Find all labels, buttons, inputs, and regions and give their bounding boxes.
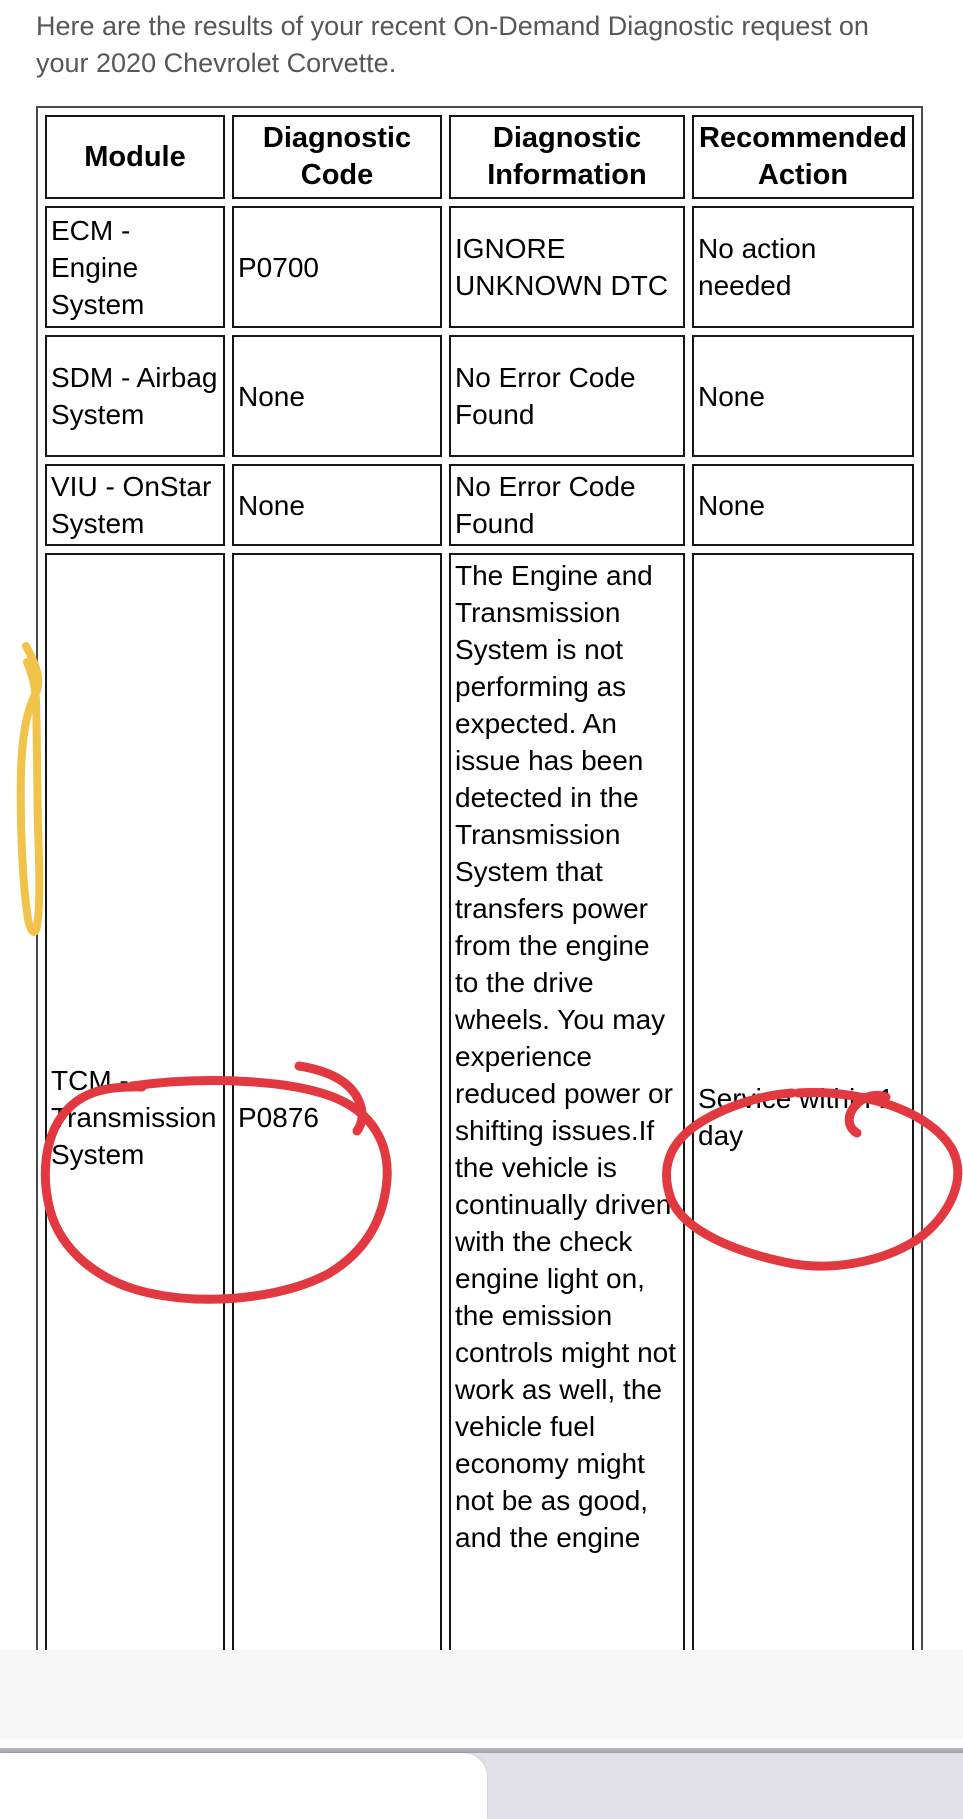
cell-info [449,553,685,1650]
diagnostic-table-container [36,96,946,1650]
cell-action: None [692,335,914,457]
dtc-description: The Engine and Transmission System is not performing as expected. An issue has been detected in the Transmission System that transfers power from the engine to the drive wheels. You may experience reduced power or shifting issues.If the vehicle is continually driven with the check engine light on, the emission controls might not work as well, the vehicle fuel economy might not be as good, and the engine [455,560,676,1553]
cell-info: No Error Code Found [449,464,685,546]
col-header-recommended-action: Recommended Action [692,115,914,199]
intro-text: Here are the results of your recent On-Demand Diagnostic request on your 2020 Chevrolet Corvette. [36,11,869,78]
col-header-diagnostic-code: Diagnostic Code [232,115,442,199]
diagnostic-table [36,106,923,1650]
content-bottom-band [0,1650,963,1748]
cell-module: SDM - Airbag System [45,335,225,457]
table-row-ecm [45,206,914,328]
col-header-module: Module [45,115,225,199]
cell-action: Service within 1 day [692,553,914,1650]
col-header-diagnostic-information: Diagnostic Information [449,115,685,199]
cell-code: None [232,464,442,546]
cell-code: None [232,335,442,457]
cell-action: None [692,464,914,546]
table-row-sdm [45,335,914,457]
cell-module: ECM - Engine System [45,206,225,328]
table-row-viu [45,464,914,546]
bottom-panel [0,1753,963,1819]
cell-code: P0700 [232,206,442,328]
cell-module: TCM - Transmission System [45,553,225,1650]
cell-info: No Error Code Found [449,335,685,457]
header-row [45,115,914,199]
table-row-tcm [45,553,914,1650]
cell-action: No action needed [692,206,914,328]
cell-code: P0876 [232,553,442,1650]
reply-card[interactable] [0,1753,487,1819]
cell-module: VIU - OnStar System [45,464,225,546]
cell-info: IGNORE UNKNOWN DTC [449,206,685,328]
